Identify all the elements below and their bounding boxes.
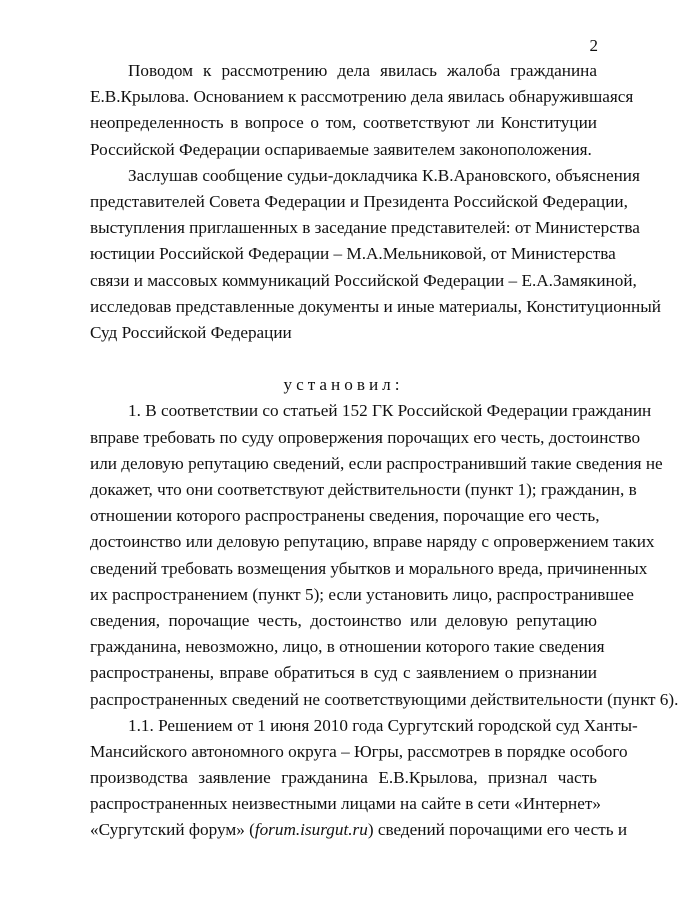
text-line: связи и массовых коммуникаций Российской Федерации – Е.А.Замякиной, <box>90 270 637 290</box>
text-line: Поводом к рассмотрению дела явилась жалоба гражданина <box>128 61 597 80</box>
text-line: распространенных неизвестными лицами на сайте в сети «Интернет» <box>90 794 601 814</box>
text-segment: «Сургутский форум» ( <box>90 820 255 840</box>
paragraph-hearing <box>90 163 661 346</box>
text-line: представителей Совета Федерации и Президента Российской Федерации, <box>90 191 628 211</box>
text-line: Мансийского автономного округа – Югры, рассмотрев в порядке особого <box>90 741 628 761</box>
text-line: выступления приглашенных в заседание представителей: от Министерства <box>90 218 640 238</box>
document-body <box>90 58 678 844</box>
text-line: отношении которого распространены сведения, порочащие его честь, <box>90 506 600 526</box>
text-line: юстиции Российской Федерации – М.А.Мельниковой, от Министерства <box>90 244 616 264</box>
paragraph-intro <box>90 58 634 163</box>
text-line: сведений требовать возмещения убытков и морального вреда, причиненных <box>90 558 648 578</box>
paragraph-gap <box>90 346 597 372</box>
text-segment: ) сведений порочащими его честь и <box>367 820 628 840</box>
text-line: неопределенность в вопросе о том, соответствуют ли Конституции <box>90 113 597 133</box>
text-line: Суд Российской Федерации <box>90 322 292 342</box>
text-line: исследовав представленные документы и иные материалы, Конституционный <box>90 296 661 316</box>
text-line: распространены, вправе обратиться в суд с заявлением о признании <box>90 663 597 683</box>
text-line: Е.В.Крылова. Основанием к рассмотрению дела явилась обнаружившаяся <box>90 87 634 107</box>
text-line: сведения, порочащие честь, достоинство или деловую репутацию <box>90 610 597 630</box>
paragraph-point-1 <box>90 398 678 712</box>
section-heading: установил: <box>283 375 404 395</box>
text-line: 1.1. Решением от 1 июня 2010 года Сургутский городской суд Ханты- <box>128 715 638 735</box>
text-line: достоинство или деловую репутацию, вправе наряду с опровержением таких <box>90 532 655 552</box>
text-line: производства заявление гражданина Е.В.Крылова, признал часть <box>90 768 597 788</box>
text-line: или деловую репутацию сведений, если распространивший такие сведения не <box>90 453 663 473</box>
website-address: forum.isurgut.ru <box>254 820 368 840</box>
text-line: гражданина, невозможно, лицо, в отношении которого такие сведения <box>90 637 605 657</box>
text-line: 1. В соответствии со статьей 152 ГК Российской Федерации гражданин <box>128 401 652 421</box>
text-line: Российской Федерации оспариваемые заявителем законоположения. <box>90 139 592 159</box>
text-line: докажет, что они соответствуют действительности (пункт 1); гражданин, в <box>90 480 637 499</box>
text-line: распространенных сведений не соответствующими действительности (пункт 6). <box>90 689 678 709</box>
text-line: их распространением (пункт 5); если установить лицо, распространившее <box>90 584 634 604</box>
text-line: вправе требовать по суду опровержения порочащих его честь, достоинство <box>90 427 641 447</box>
paragraph-point-1-1 <box>90 713 638 844</box>
text-line: Заслушав сообщение судьи-докладчика К.В.Арановского, объяснения <box>128 165 640 185</box>
page-number: 2 <box>589 36 598 55</box>
text-line <box>90 817 628 843</box>
